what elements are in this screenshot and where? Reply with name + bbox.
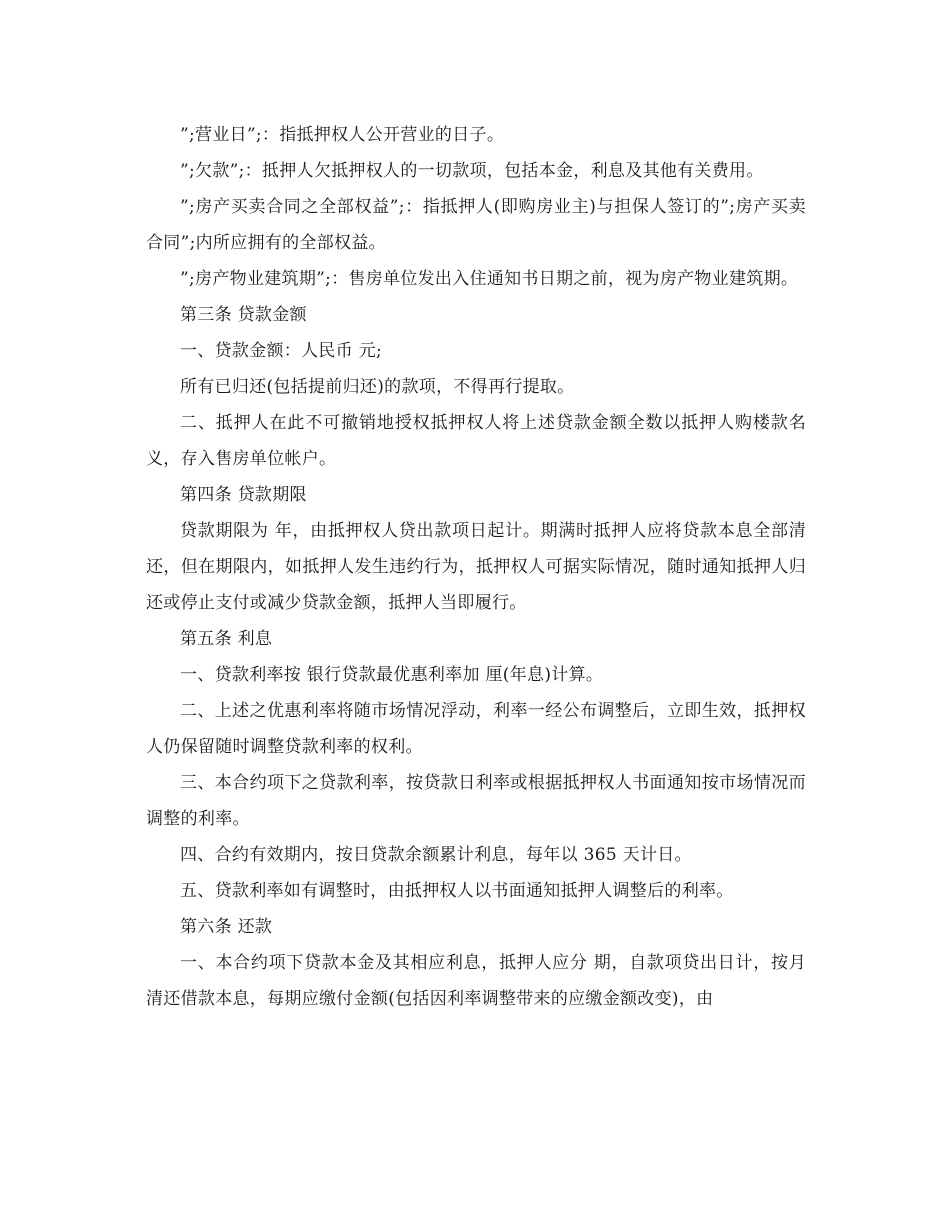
definition-arrears: ”;欠款”;：抵押人欠抵押权人的一切款项，包括本金，利息及其他有关费用。: [180, 161, 764, 181]
document-body: [146, 117, 806, 1017]
article-3-clause-1: 一、贷款金额：人民币 元;: [180, 341, 383, 361]
article-4-heading: 第四条 贷款期限: [180, 485, 307, 505]
article-6-heading: 第六条 还款: [180, 917, 273, 937]
definition-construction-period: ”;房产物业建筑期”;：售房单位发出入住通知书日期之前，视为房产物业建筑期。: [180, 269, 799, 289]
article-5-clause-3: 三、本合约项下之贷款利率，按贷款日利率或根据抵押权人书面通知按市场情况而调整的利率。: [146, 773, 806, 829]
article-3-note: 所有已归还(包括提前归还)的款项，不得再行提取。: [180, 377, 575, 397]
article-3-clause-2: 二、抵押人在此不可撤销地授权抵押权人将上述贷款金额全数以抵押人购楼款名义，存入售房单位帐户。: [146, 413, 806, 469]
article-3-heading: 第三条 贷款金额: [180, 305, 307, 325]
definition-business-day: ”;营业日”;：指抵押权人公开营业的日子。: [180, 125, 505, 145]
article-5-clause-1: 一、贷款利率按 银行贷款最优惠利率加 厘(年息)计算。: [180, 665, 604, 685]
article-5-clause-2: 二、上述之优惠利率将随市场情况浮动，利率一经公布调整后，立即生效，抵押权人仍保留随时调整贷款利率的权利。: [146, 701, 806, 757]
article-5-heading: 第五条 利息: [180, 629, 273, 649]
definition-contract-rights: ”;房产买卖合同之全部权益”;：指抵押人(即购房业主)与担保人签订的”;房产买卖合同”;内所应拥有的全部权益。: [146, 197, 806, 253]
article-4-body: 贷款期限为 年，由抵押权人贷出款项日起计。期满时抵押人应将贷款本息全部清还，但在期限内，如抵押人发生违约行为，抵押权人可据实际情况，随时通知抵押人归还或停止支付或减少贷款金额，抵押人当即履行。: [146, 521, 806, 613]
article-5-clause-4: 四、合约有效期内，按日贷款余额累计利息，每年以 365 天计日。: [180, 845, 692, 865]
article-6-clause-1: 一、本合约项下贷款本金及其相应利息，抵押人应分 期，自款项贷出日计，按月清还借款本息，每期应缴付金额(包括因利率调整带来的应缴金额改变)，由: [146, 953, 806, 1009]
article-5-clause-5: 五、贷款利率如有调整时，由抵押权人以书面通知抵押人调整后的利率。: [180, 881, 734, 901]
